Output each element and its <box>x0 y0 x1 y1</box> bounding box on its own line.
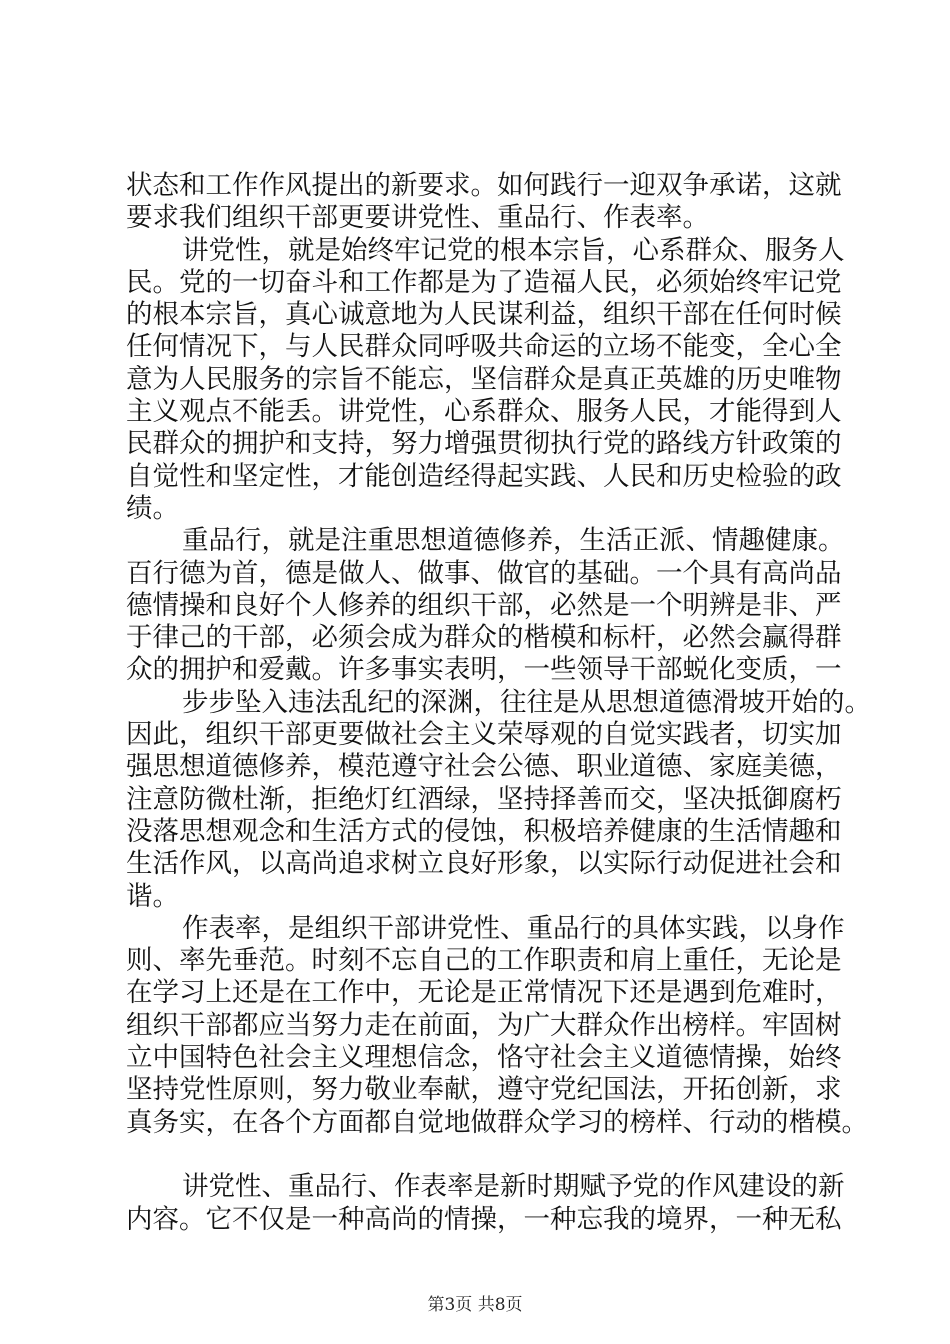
paragraph-start-line: 讲党性、重品行、作表率是新时期赋予党的作风建设的新 <box>182 1171 845 1203</box>
text-line: 注意防微杜渐，拒绝灯红酒绿，坚持择善而交，坚决抵御腐朽 <box>126 783 842 815</box>
text-line: 谐。 <box>126 880 179 912</box>
paragraph-start-line: 步步坠入违法乱纪的深渊，往往是从思想道德滑坡开始的。 <box>182 686 871 718</box>
body-text <box>126 170 871 1236</box>
paragraph-start-line: 作表率，是组织干部讲党性、重品行的具体实践，以身作 <box>182 912 845 944</box>
text-line: 于律己的干部，必须会成为群众的楷模和标杆，必然会赢得群 <box>126 622 842 654</box>
text-line: 则、率先垂范。时刻不忘自己的工作职责和肩上重任，无论是 <box>126 945 842 977</box>
text-line: 自觉性和坚定性，才能创造经得起实践、人民和历史检验的政 <box>126 460 842 492</box>
page-number-footer: 第3页 共8页 <box>427 1295 523 1315</box>
text-line: 生活作风，以高尚追求树立良好形象，以实际行动促进社会和 <box>126 848 842 880</box>
paragraph-start-line: 讲党性，就是始终牢记党的根本宗旨，心系群众、服务人 <box>182 234 845 266</box>
text-line: 要求我们组织干部更要讲党性、重品行、作表率。 <box>126 202 709 234</box>
text-line: 民。党的一切奋斗和工作都是为了造福人民，必须始终牢记党 <box>126 266 842 298</box>
text-line: 立中国特色社会主义理想信念，恪守社会主义道德情操，始终 <box>126 1042 842 1074</box>
text-line: 在学习上还是在工作中，无论是正常情况下还是遇到危难时， <box>126 977 842 1009</box>
text-line: 绩。 <box>126 492 179 524</box>
text-line: 的根本宗旨，真心诚意地为人民谋利益，组织干部在任何时候 <box>126 299 842 331</box>
text-line: 德情操和良好个人修养的组织干部，必然是一个明辨是非、严 <box>126 589 842 621</box>
paragraph-gap <box>126 1139 832 1171</box>
text-line: 状态和工作作风提出的新要求。如何践行一迎双争承诺，这就 <box>126 170 842 201</box>
text-line: 众的拥护和爱戴。许多事实表明，一些领导干部蜕化变质，一 <box>126 654 842 686</box>
text-line: 真务实，在各个方面都自觉地做群众学习的榜样、行动的楷模。 <box>126 1106 868 1138</box>
text-line: 内容。它不仅是一种高尚的情操，一种忘我的境界，一种无私 <box>126 1203 842 1235</box>
text-line: 任何情况下，与人民群众同呼吸共命运的立场不能变，全心全 <box>126 331 842 363</box>
text-line: 组织干部都应当努力走在前面，为广大群众作出榜样。牢固树 <box>126 1009 842 1041</box>
text-line: 意为人民服务的宗旨不能忘，坚信群众是真正英雄的历史唯物 <box>126 363 842 395</box>
text-line: 坚持党性原则，努力敬业奉献，遵守党纪国法，开拓创新，求 <box>126 1074 842 1106</box>
text-line: 没落思想观念和生活方式的侵蚀，积极培养健康的生活情趣和 <box>126 815 842 847</box>
text-line: 因此，组织干部更要做社会主义荣辱观的自觉实践者，切实加 <box>126 719 842 751</box>
text-line: 强思想道德修养，模范遵守社会公德、职业道德、家庭美德， <box>126 751 842 783</box>
text-line: 百行德为首，德是做人、做事、做官的基础。一个具有高尚品 <box>126 557 842 589</box>
text-line: 主义观点不能丢。讲党性，心系群众、服务人民，才能得到人 <box>126 396 842 428</box>
paragraph-start-line: 重品行，就是注重思想道德修养，生活正派、情趣健康。 <box>182 525 845 557</box>
text-line: 民群众的拥护和支持，努力增强贯彻执行党的路线方针政策的 <box>126 428 842 460</box>
